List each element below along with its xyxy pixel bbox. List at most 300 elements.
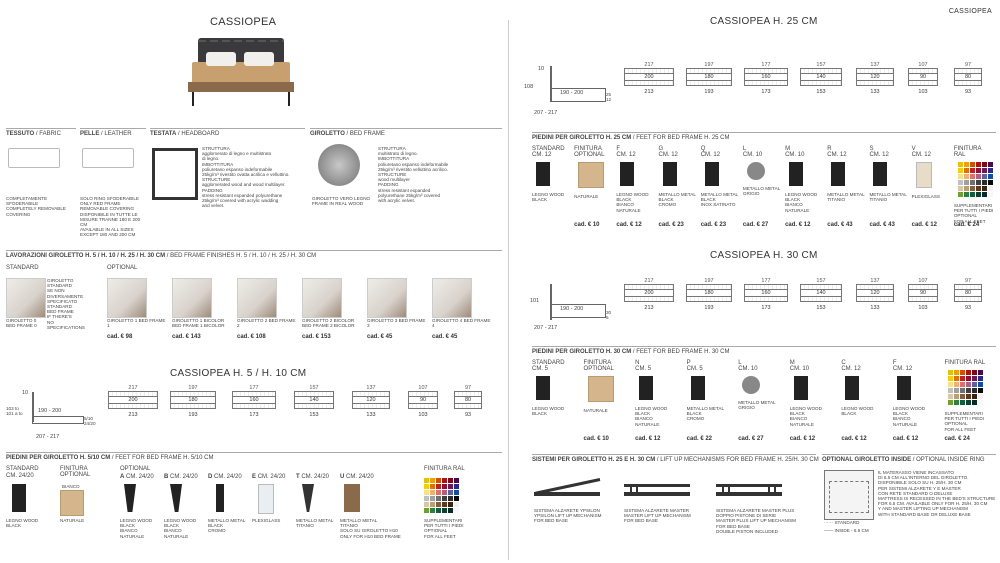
h30-foot-8-price: cad. € 24 (944, 436, 970, 442)
ral-swatch-14 (436, 490, 441, 495)
h30-foot-4-icon (742, 376, 760, 394)
ral-swatch-12 (958, 174, 963, 179)
h5-foot-u-desc: METALLO METAL TITANIO SOLO SU GIROLETTO H10 ONLY FOR H10 BED FRAME (340, 518, 401, 539)
header-fabric: TESSUTO / FABRIC (6, 128, 76, 137)
ral-swatch-35 (978, 400, 983, 405)
h25-size-2: 177 160 173 (744, 62, 788, 95)
ral-swatch-14 (970, 174, 975, 179)
ral-swatch-4 (448, 478, 453, 483)
ral-swatch-11 (454, 484, 459, 489)
h30-foot-3-label: P (686, 360, 691, 366)
finish-thumb-6 (432, 278, 472, 318)
ral-swatch-31 (964, 192, 969, 197)
finish-price-1: cad. € 98 (107, 334, 133, 340)
ral-swatch-7 (954, 376, 959, 381)
h25-foot-4-label: Q (700, 146, 706, 152)
h25-foot-0 (532, 146, 572, 202)
ral-swatch-29 (978, 394, 983, 399)
h25-foot-0-desc: LEGNO WOOD BLACK (532, 192, 565, 203)
bedframe-text: STRUTTURA multistrato di legno. IMBOTTITURA poliuretano espanso indeformabile 25kg/m³ rivestito velluttino acrilico. STRUCTURE wood multilayer PADDING stress resistant expanded polyurethane 25kg/m³ covered with acrylic velvet. (378, 146, 449, 204)
ral-swatch-20 (970, 180, 975, 185)
ral-swatch-2 (960, 370, 965, 375)
ral-swatch-10 (448, 484, 453, 489)
leather-sketch (82, 148, 134, 168)
ral-swatch-30 (424, 508, 429, 513)
h25-foot-9-label: V (911, 146, 916, 152)
ral-swatch-30 (958, 192, 963, 197)
h30-foot-0-size: CM. 5 (532, 366, 549, 372)
ral-swatch-10 (972, 376, 977, 381)
ral-swatch-8 (960, 376, 965, 381)
h25-foot-3 (658, 146, 699, 228)
ral-swatch-26 (970, 186, 975, 191)
h30-foot-7-label: F (892, 360, 897, 366)
h25-size-1: 197 180 193 (686, 62, 732, 95)
ral-swatch-18 (948, 388, 953, 393)
h30-foot-3-desc: METALLO METAL BLACK CROMO (686, 406, 725, 422)
finish-label-6: GIROLETTO 4 BED FRAME 4 (432, 318, 491, 329)
h5-side-drawing: 10 103 to 101 a to 5/10 24/20 190 - 200 (6, 390, 96, 427)
ral-swatch-32 (960, 400, 965, 405)
h30-foot-2-icon (639, 376, 653, 400)
h25-foot-8 (869, 146, 909, 228)
fabric-sketch (8, 148, 60, 168)
finish-price-4: cad. € 153 (302, 334, 331, 340)
ral-swatch-28 (982, 186, 987, 191)
ral-swatch-3 (976, 162, 981, 167)
h30-foot-3 (686, 360, 737, 442)
ral-swatch-33 (966, 400, 971, 405)
system-master-text: SISTEMA ALZARETE MASTER MASTER LIFT UP MECHANISM FOR BED BASE (624, 508, 691, 524)
h5-width: 207 - 217 (36, 434, 60, 440)
header-bedframe: GIROLETTO / BED FRAME (310, 128, 502, 137)
ral-swatch-34 (972, 400, 977, 405)
ral-swatch-27 (966, 394, 971, 399)
h25-foot-8-icon (873, 162, 887, 186)
ral-swatch-14 (960, 382, 965, 387)
ral-swatch-9 (442, 484, 447, 489)
ral-swatch-28 (972, 394, 977, 399)
ral-swatch-6 (948, 376, 953, 381)
standard-note: GIROLETTO STANDARD SE NON DIVERSAMENTE SPECIFICATO STANDARD BED FRAME IF THERE'S NO SPECIFICATIONS (47, 278, 85, 330)
finish-label-2: GIROLETTO 1 BICOLOR BED FRAME 1 BICOLOR (172, 318, 225, 329)
finish-thumb-5 (367, 278, 407, 318)
h5-foot-b-desc: LEGNO WOOD BLACK BIANCO NATURALE (164, 518, 197, 539)
h5-finitura-bianco: BIANCO (62, 484, 80, 489)
h30-foot-4-size: CM. 10 (738, 366, 758, 372)
h5-size-row (108, 385, 500, 445)
finish-price-5: cad. € 45 (367, 334, 393, 340)
ral-swatch-2 (436, 478, 441, 483)
ral-swatch-34 (448, 508, 453, 513)
ral-swatch-4 (972, 370, 977, 375)
h25-foot-7-size: CM. 12 (827, 152, 847, 158)
h5-ral-label: FINITURA RAL (424, 466, 465, 472)
h25-foot-0-size: CM. 12 (532, 152, 552, 158)
h25-foot-3-desc: METALLO METAL BLACK CROMO (658, 192, 696, 208)
ral-swatch-21 (966, 388, 971, 393)
h30-foot-6 (841, 360, 891, 442)
h30-foot-4 (738, 360, 788, 442)
ral-swatch-4 (982, 162, 987, 167)
h5-size-6: 97 80 93 (454, 385, 482, 418)
h5-foot-standard-desc: LEGNO WOOD BLACK (6, 518, 39, 529)
h25-size-4: 137 120 133 (856, 62, 894, 95)
h30-foot-3-price: cad. € 22 (686, 436, 713, 442)
h25-foot-8-price: cad. € 43 (869, 222, 895, 228)
ral-swatch-5 (454, 478, 459, 483)
ral-swatch-0 (958, 162, 963, 167)
h30-size-5: 107 90 103 (908, 278, 938, 311)
h30-foot-5 (789, 360, 840, 442)
h5-size-0: 217 200 213 (108, 385, 158, 418)
h30-foot-5-label: M (789, 360, 795, 366)
h5-foot-b-icon (170, 484, 182, 512)
h5-title: CASSIOPEA H. 5 / H. 10 CM (170, 368, 307, 379)
h25-foot-4-size: CM. 12 (700, 152, 721, 158)
h30-size-4: 137 120 133 (856, 278, 894, 311)
h5-foot-d-icon (216, 484, 224, 512)
h25-foot-8-desc: METALLO METAL TITANIO (869, 192, 907, 203)
h25-size-6: 97 80 93 (954, 62, 982, 95)
ral-swatch-24 (958, 186, 963, 191)
finish-label-5: GIROLETTO 3 BED FRAME 3 (367, 318, 426, 329)
ral-swatch-9 (976, 168, 981, 173)
h30-foot-7-size: CM. 12 (892, 366, 913, 372)
h25-foot-4-desc: METALLO METAL BLACK INOX SATINATO (700, 192, 739, 208)
ral-swatch-35 (454, 508, 459, 513)
ral-swatch-13 (430, 490, 435, 495)
ral-swatch-16 (448, 490, 453, 495)
ral-swatch-20 (960, 388, 965, 393)
ral-swatch-33 (976, 192, 981, 197)
h25-foot-7-desc: METALLO METAL TITANIO (827, 192, 865, 203)
h25-foot-5-icon (747, 162, 765, 180)
finish-thumb-0 (6, 278, 46, 318)
h5-foot-a-label: A CM. 24/20 (120, 474, 154, 480)
h30-size-3: 157 140 153 (800, 278, 842, 311)
h30-foot-4-desc: METALLO METAL GRIGIO (738, 400, 776, 411)
ral-swatch-5 (988, 162, 993, 167)
h25-size-0: 217 200 213 (624, 62, 674, 95)
system-master-drawing (624, 476, 690, 500)
ral-swatch-21 (976, 180, 981, 185)
ral-swatch-10 (982, 168, 987, 173)
h30-side-drawing: 101 190 - 200 30 5 (530, 284, 620, 328)
h25-foot-8-size: CM. 12 (869, 152, 889, 158)
ral-swatch-6 (424, 484, 429, 489)
ral-swatch-19 (964, 180, 969, 185)
h25-foot-9-price: cad. € 12 (911, 222, 937, 228)
h30-foot-1 (583, 360, 634, 442)
h30-foot-8 (944, 360, 994, 442)
standard-label: STANDARD (6, 265, 39, 271)
h5-size-3: 157 140 153 (294, 385, 334, 418)
page-title: CASSIOPEA (210, 16, 277, 28)
h25-foot-7-price: cad. € 43 (827, 222, 853, 228)
h25-foot-3-icon (663, 162, 677, 186)
h25-foot-1-label: FINITURA OPTIONAL (574, 146, 605, 158)
h5-foot-standard-size: CM. 24/20 (6, 473, 34, 479)
h25-foot-5-price: cad. € 27 (742, 222, 769, 228)
h25-foot-2-desc: LEGNO WOOD BLACK BIANCO NATURALE (616, 192, 649, 213)
h30-size-0: 217 200 213 (624, 278, 674, 311)
ral-swatch-22 (448, 496, 453, 501)
h25-foot-3-label: G (658, 146, 664, 152)
h25-foot-10 (953, 146, 994, 228)
h30-foot-1-icon (588, 376, 614, 402)
h30-foot-5-size: CM. 10 (789, 366, 810, 372)
ral-swatch-32 (436, 508, 441, 513)
system-master-plus-text: SISTEMA ALZARETE MASTER PLUS DOPPIO PISTONE DI SERIE MASTER PLUS LIFT UP MECHANISM FOR BED BASE DOUBLE PISTON INCLUDED (716, 508, 796, 534)
finish-thumb-2 (172, 278, 212, 318)
ral-swatch-25 (954, 394, 959, 399)
h5-size-2: 177 160 173 (232, 385, 276, 418)
h30-foot-3-icon (691, 376, 705, 400)
h30-foot-1-desc: NATURALE (583, 408, 608, 413)
h30-foot-7-icon (897, 376, 911, 400)
ral-swatch-9 (966, 376, 971, 381)
ral-swatch-19 (954, 388, 959, 393)
h25-foot-0-icon (536, 162, 550, 186)
finish-label-0: GIROLETTO 0 BED FRAME 0 (6, 318, 37, 329)
legend-standard: ⋯⋯ STANDARD (824, 520, 860, 525)
h5-foot-u-label: U CM. 24/20 (340, 474, 374, 480)
ral-swatch-13 (954, 382, 959, 387)
ral-swatch-24 (948, 394, 953, 399)
ral-swatch-15 (442, 490, 447, 495)
h30-foot-4-label: L (738, 360, 742, 366)
h25-width: 207 - 217 (534, 110, 558, 116)
system-master-plus-drawing (716, 476, 782, 500)
h25-foot-6-size: CM. 10 (785, 152, 805, 158)
h30-foot-2-price: cad. € 12 (635, 436, 661, 442)
h5-foot-a-icon (124, 484, 136, 512)
h30-title: CASSIOPEA H. 30 CM (710, 250, 818, 261)
ral-swatch-20 (436, 496, 441, 501)
ral-swatch-32 (970, 192, 975, 197)
ral-swatch-29 (988, 186, 993, 191)
h25-size-3: 157 140 153 (800, 62, 842, 95)
h30-foot-2-size: CM. 5 (635, 366, 652, 372)
ral-swatch-3 (966, 370, 971, 375)
finish-label-4: GIROLETTO 2 BICOLOR BED FRAME 2 BICOLOR (302, 318, 355, 329)
ral-swatch-6 (958, 168, 963, 173)
ral-swatch-30 (948, 400, 953, 405)
h25-foot-6 (785, 146, 825, 228)
ral-swatch-25 (964, 186, 969, 191)
h30-foot-0-label: STANDARD (532, 360, 565, 366)
h30-foot-7-desc: LEGNO WOOD BLACK BIANCO NATURALE (892, 406, 926, 427)
ral-swatch-12 (424, 490, 429, 495)
finish-thumb-4 (302, 278, 342, 318)
ral-swatch-16 (972, 382, 977, 387)
h5-foot-e-label: E CM. 24/20 (252, 474, 286, 480)
ral-swatch-31 (430, 508, 435, 513)
h30-foot-0-icon (536, 376, 550, 400)
header-sistemi: SISTEMI PER GIROLETTO H. 25 E H. 30 CM / LIFT UP MECHANISMS FOR BED FRAME H. 25/H. 30 CM (532, 454, 816, 463)
finish-label-1: GIROLETTO 1 BED FRAME 1 (107, 318, 166, 329)
ral-swatch-27 (976, 186, 981, 191)
h25-foot-9-icon (916, 162, 932, 188)
h5-foot-standard-code: STANDARD (6, 466, 39, 472)
h30-foot-2-desc: LEGNO WOOD BLACK BIANCO NATURALE (635, 406, 668, 427)
h25-size-row (624, 62, 994, 122)
h5-foot-d-desc: METALLO METAL BLACK CROMO (208, 518, 246, 534)
ral-swatch-1 (954, 370, 959, 375)
ral-swatch-15 (976, 174, 981, 179)
h25-foot-6-desc: LEGNO WOOD BLACK BIANCO NATURALE (785, 192, 818, 213)
h5-foot-e-icon (258, 484, 274, 514)
h5-finitura-swatch (60, 490, 84, 516)
ral-swatch-1 (430, 478, 435, 483)
finish-label-3: GIROLETTO 2 BED FRAME 2 (237, 318, 296, 329)
h30-foot-8-label: FINITURA RAL (944, 360, 986, 366)
h5-size-1: 197 180 193 (170, 385, 216, 418)
h25-foot-5-label: L (742, 146, 747, 152)
leather-text: SOLO RING SFODERABILE ONLY RED FRAME REMOVABLE COVERING DISPONIBILE IN TUTTE LE MISURE TRANNE 180 E 200 CM AVAILABLE IN ALL SIZES EXCEPT 180 AND 200 CM (80, 196, 141, 238)
h25-foot-1-desc: NATURALE (574, 194, 599, 199)
h30-foot-1-price: cad. € 10 (583, 436, 609, 442)
ral-swatch-23 (454, 496, 459, 501)
h5-foot-b-label: B CM. 24/20 (164, 474, 198, 480)
h30-foot-4-price: cad. € 27 (738, 436, 764, 442)
h25-foot-2-label: F (616, 146, 621, 152)
h25-side-drawing: 10 108 190 - 200 25 12 (524, 66, 612, 103)
bed-product-image (188, 38, 294, 108)
header-piedi-h25: PIEDINI PER GIROLETTO H. 25 CM / FEET FOR BED FRAME H. 25 CM (532, 132, 996, 141)
ral-swatch-7 (964, 168, 969, 173)
h25-foot-4 (700, 146, 741, 228)
h5-foot-t-desc: METALLO METAL TITANIO (296, 518, 334, 529)
headboard-frame-image (152, 148, 198, 200)
ral-swatch-3 (442, 478, 447, 483)
ral-swatch-17 (978, 382, 983, 387)
h30-foot-7 (892, 360, 943, 442)
h25-foot-10-desc: SUPPLEMENTARI PER TUTTI I PIEDI OPTIONAL FOR ALL FEET (953, 203, 994, 224)
header-headboard: TESTATA / HEADBOARD (150, 128, 305, 137)
ral-swatch-8 (970, 168, 975, 173)
h25-foot-1 (574, 146, 614, 228)
fabric-text: COMPLETAMENTE SFODERABILE COMPLETELY REMOVABLE COVERING (6, 196, 66, 217)
ral-swatch-25 (430, 502, 435, 507)
h25-foot-2-icon (620, 162, 634, 186)
h25-foot-10-icon (958, 162, 994, 197)
ral-swatch-11 (978, 376, 983, 381)
ral-swatch-22 (972, 388, 977, 393)
h25-foot-10-label: FINITURA RAL (953, 146, 982, 158)
h25-foot-6-price: cad. € 12 (785, 222, 811, 228)
h25-foot-5 (742, 146, 783, 228)
h5-size-5: 107 90 103 (408, 385, 438, 418)
h25-foot-9 (911, 146, 952, 228)
bedframe-caption: GIROLETTO VERO LEGNO FRAME IN REAL WOOD (312, 196, 371, 207)
h5-foot-t-icon (302, 484, 314, 512)
brand-label: CASSIOPEA (948, 8, 992, 15)
ral-swatch-17 (454, 490, 459, 495)
h30-foot-5-desc: LEGNO WOOD BLACK BIANCO NATURALE (789, 406, 822, 427)
h5-foot-u-icon (344, 484, 360, 512)
header-lavorazioni: LAVORAZIONI GIROLETTO H. 5 / H. 10 / H. 25 / H. 30 CM / BED FRAME FINISHES H. 5 / H. 10 / H. 25 / H. 30 CM (6, 250, 502, 259)
ral-swatch-0 (948, 370, 953, 375)
ral-swatch-34 (982, 192, 987, 197)
header-leather: PELLE / LEATHER (80, 128, 146, 137)
finish-price-3: cad. € 108 (237, 334, 266, 340)
inside-ring-drawing (824, 470, 874, 520)
h30-foot-2-label: N (635, 360, 640, 366)
h30-size-2: 177 160 173 (744, 278, 788, 311)
h5-foot-a-desc: LEGNO WOOD BLACK BIANCO NATURALE (120, 518, 153, 539)
ral-swatch-5 (978, 370, 983, 375)
ral-swatch-18 (958, 180, 963, 185)
headboard-text: STRUTTURA agglomerato di legno e multistrato di legno. IMBOTTITURA poliuretano espanso indeformabile 25kg/m³ rivestito ovatta acrilica e velluttino. STRUCTURE agglomerated wood and wood multilayer. PADDING stress resistant expanded polyurethane 25kg/m³ covered with acrylic wadding and velvet. (202, 146, 290, 209)
ral-swatch-11 (988, 168, 993, 173)
h25-foot-5-desc: METALLO METAL GRIGIO (742, 186, 781, 197)
h25-foot-1-icon (578, 162, 604, 188)
h25-foot-0-label: STANDARD (532, 146, 565, 152)
finish-thumb-3 (237, 278, 277, 318)
h25-foot-7-icon (831, 162, 845, 186)
finish-price-2: cad. € 143 (172, 334, 201, 340)
ral-swatch-26 (960, 394, 965, 399)
h25-foot-9-desc: PLEXIGLASS (911, 194, 940, 199)
column-divider (508, 20, 509, 560)
h25-size-5: 107 90 103 (908, 62, 938, 95)
h25-foot-2-price: cad. € 12 (616, 222, 642, 228)
h30-width: 207 - 217 (534, 325, 558, 331)
h30-foot-5-price: cad. € 12 (789, 436, 816, 442)
h30-feet-row (532, 360, 996, 450)
ral-swatch-33 (442, 508, 447, 513)
ral-swatch-23 (988, 180, 993, 185)
ral-swatch-23 (978, 388, 983, 393)
wood-sample-image (318, 144, 360, 186)
ral-swatch-18 (424, 496, 429, 501)
h30-foot-3-size: CM. 5 (686, 366, 703, 372)
h25-foot-10-price: cad. € 24 (953, 222, 980, 228)
ral-swatch-7 (430, 484, 435, 489)
h30-size-1: 197 180 193 (686, 278, 732, 311)
ral-swatch-19 (430, 496, 435, 501)
ral-swatch-26 (436, 502, 441, 507)
ral-swatch-0 (424, 478, 429, 483)
inside-ring-text: IL MATERASSO VIENE INCASSATO DI 6.5 CM ALL'INTERNO DEL GIROLETTO. DISPONIBILE SOLO SU H. 25/H. 30 CM PER SISTEMI ALZARETE Y E MASTER CON RETE STANDARD O DELUXE MATTRESS IS RECESSED IN THE BED'S STRUCTURE FOR 6.5 CM. AVAILABLE ONLY FOR H. 25/H. 30 CM Y AND MASTER LIFTING UP MECHANISM WITH STANDARD BASE OR DELUXE BASE (878, 470, 996, 517)
optional-label: OPTIONAL (107, 265, 138, 271)
finish-thumb-1 (107, 278, 147, 318)
ral-swatch-1 (964, 162, 969, 167)
h5-finitura-label: FINITURA OPTIONAL (60, 466, 91, 478)
h30-size-6: 97 80 93 (954, 278, 982, 311)
h25-foot-7-label: R (827, 146, 832, 152)
header-piedi-h5: PIEDINI PER GIROLETTO H. 5/10 CM / FEET FOR BED FRAME H. 5/10 CM (6, 452, 502, 461)
h25-title: CASSIOPEA H. 25 CM (710, 16, 818, 27)
h25-foot-4-icon (705, 162, 719, 186)
ral-swatch-8 (436, 484, 441, 489)
h30-foot-8-icon (948, 370, 994, 405)
h30-foot-6-desc: LEGNO WOOD BLACK (841, 406, 874, 417)
h5-ral-text: SUPPLEMENTARI PER TUTTI I PIEDI OPTIONAL FOR ALL FEET (424, 518, 464, 539)
h30-foot-0-desc: LEGNO WOOD BLACK (532, 406, 565, 417)
ral-swatch-15 (966, 382, 971, 387)
ral-swatch-21 (442, 496, 447, 501)
ral-swatch-31 (954, 400, 959, 405)
ral-swatch-16 (982, 174, 987, 179)
finish-price-6: cad. € 45 (432, 334, 458, 340)
h25-foot-7 (827, 146, 867, 228)
h30-foot-6-price: cad. € 12 (841, 436, 867, 442)
h30-foot-5-icon (794, 376, 808, 400)
h30-foot-1-label: FINITURA OPTIONAL (583, 360, 614, 372)
